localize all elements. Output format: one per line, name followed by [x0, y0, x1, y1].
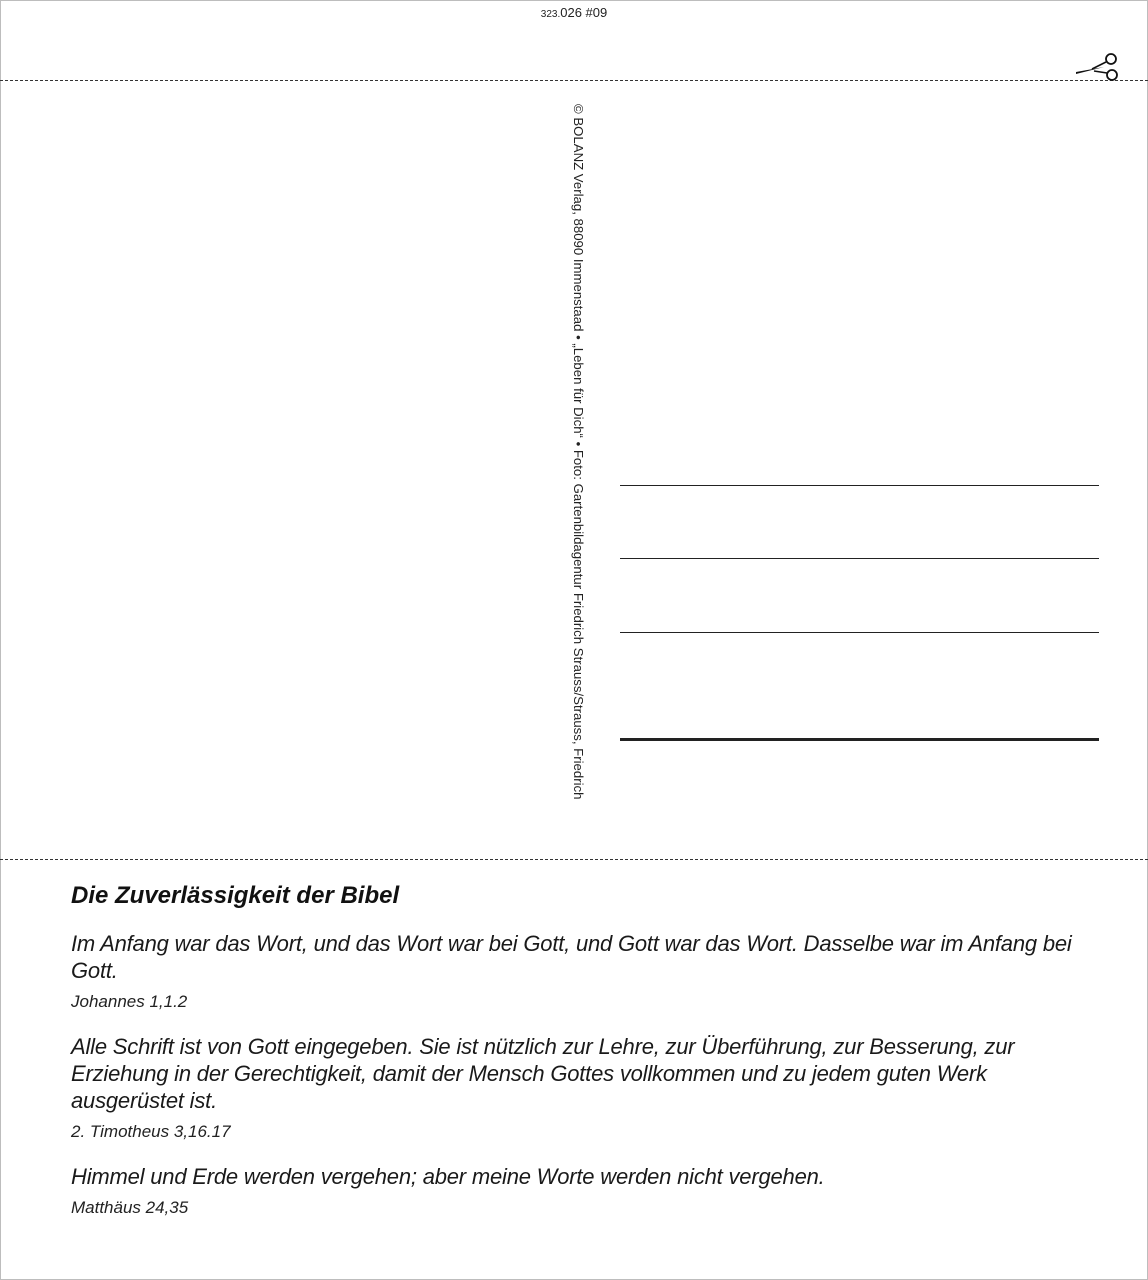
verse-text: Im Anfang war das Wort, und das Wort war bei Gott, und Gott war das Wort. Dasselbe war im Anfang bei Gott.: [71, 931, 1072, 983]
credit-text: © BOLANZ Verlag, 88090 Immenstaad • „Leben für Dich“ • Foto: Gartenbildagentur Friedrich Strauss/Strauss, Friedrich: [571, 104, 586, 800]
address-line-1: [620, 485, 1099, 486]
verse-reference: 2. Timotheus 3,16.17: [71, 1122, 231, 1141]
address-line-2: [620, 558, 1099, 559]
bottom-cut-line: [0, 859, 1148, 860]
credit-line: [568, 104, 588, 808]
address-line-3: [620, 632, 1099, 633]
article-code-prefix: 323.: [540, 9, 561, 20]
verse-text: Alle Schrift ist von Gott eingegeben. Sie ist nützlich zur Lehre, zur Überführung, zur Besserung, zur Erziehung in der Gerechtigkeit, damit der Mensch Gottes vollkommen und zu jedem guten Werk ausgerüstet ist.: [71, 1034, 1015, 1113]
article-code: [0, 5, 1148, 20]
verse-text: Himmel und Erde werden vergehen; aber meine Worte werden nicht vergehen.: [71, 1164, 825, 1189]
card-title: Die Zuverlässigkeit der Bibel: [71, 882, 400, 909]
verse-reference: Matthäus 24,35: [71, 1198, 189, 1217]
verse-item: [71, 930, 1101, 1012]
top-cut-line: [0, 80, 1148, 81]
verse-item: [71, 1163, 1101, 1218]
scissors-icon: [1074, 52, 1122, 82]
verse-item: [71, 1033, 1101, 1142]
verse-reference: Johannes 1,1.2: [71, 992, 188, 1011]
card-content: [71, 882, 1101, 1239]
article-code-suffix: 026 #09: [560, 5, 608, 20]
address-line-4: [620, 738, 1099, 741]
